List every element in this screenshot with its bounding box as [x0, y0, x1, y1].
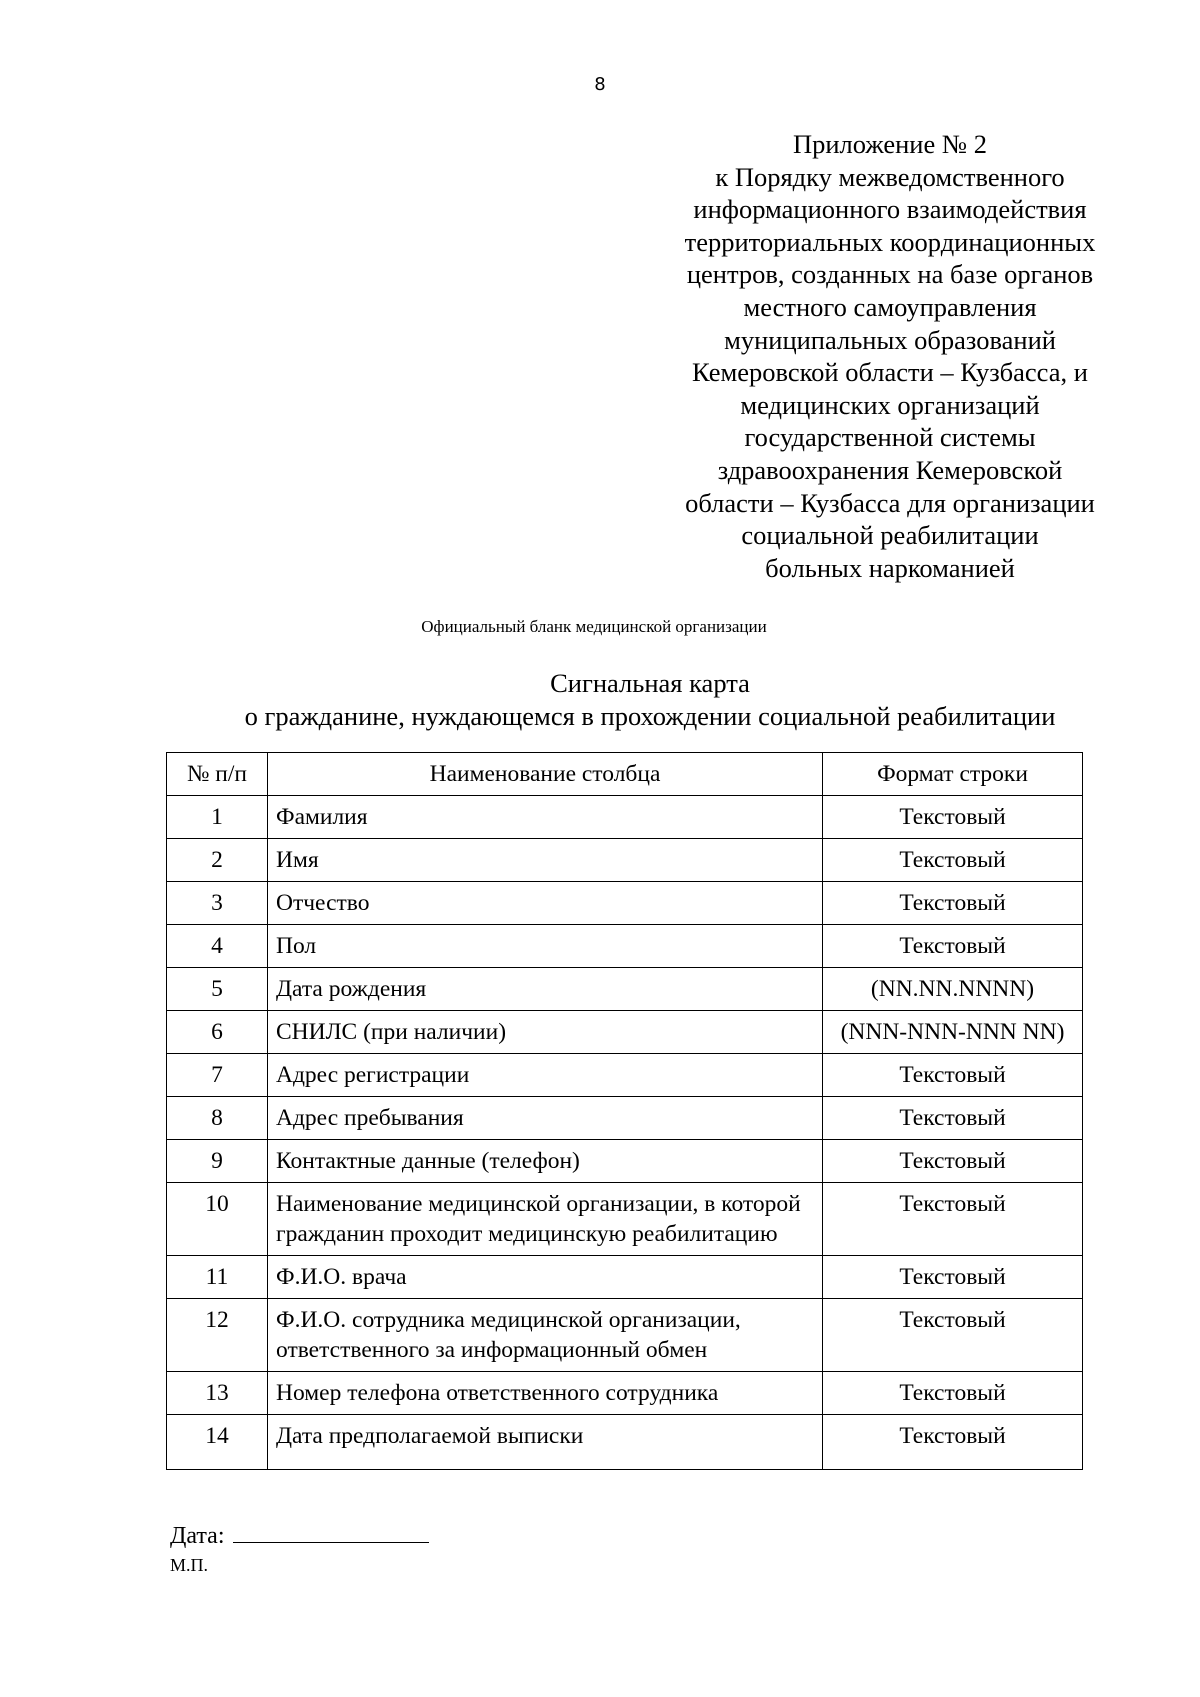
table-header-row: [167, 753, 1083, 796]
row-name: Дата предполагаемой выписки: [268, 1415, 823, 1470]
row-format: Текстовый: [823, 1140, 1083, 1183]
row-number: 6: [167, 1011, 268, 1054]
annex-line: информационного взаимодействия: [693, 194, 1087, 225]
row-number: 12: [167, 1299, 268, 1372]
row-name: Фамилия: [268, 796, 823, 839]
table-row: [167, 968, 1083, 1011]
row-format: (NN.NN.NNNN): [823, 968, 1083, 1011]
annex-line: здравоохранения Кемеровской: [717, 454, 1063, 485]
row-format: Текстовый: [823, 839, 1083, 882]
row-name: Контактные данные (телефон): [268, 1140, 823, 1183]
row-format: Текстовый: [823, 1183, 1083, 1256]
row-format: Текстовый: [823, 1256, 1083, 1299]
header-number: № п/п: [167, 753, 268, 796]
row-number: 4: [167, 925, 268, 968]
annex-line: области – Кузбасса для организации: [685, 487, 1095, 518]
table-row: [167, 796, 1083, 839]
annex-line: больных наркоманией: [765, 552, 1015, 583]
row-name: Номер телефона ответственного сотрудника: [268, 1372, 823, 1415]
table-row: [167, 1183, 1083, 1256]
signal-card-table: [166, 752, 1083, 1470]
row-number: 2: [167, 839, 268, 882]
row-format: Текстовый: [823, 796, 1083, 839]
row-number: 1: [167, 796, 268, 839]
table-row: [167, 1299, 1083, 1372]
table-row: [167, 1372, 1083, 1415]
annex-line: местного самоуправления: [743, 291, 1037, 322]
stamp-place: М.П.: [170, 1555, 209, 1575]
row-name: Дата рождения: [268, 968, 823, 1011]
annex-line: центров, созданных на базе органов: [686, 259, 1094, 290]
row-number: 7: [167, 1054, 268, 1097]
annex-line: Приложение № 2: [792, 129, 987, 159]
annex-line: социальной реабилитации: [741, 520, 1039, 551]
table-row: [167, 1011, 1083, 1054]
row-name: Адрес регистрации: [268, 1054, 823, 1097]
table-row: [167, 1256, 1083, 1299]
annex-line: территориальных координационных: [684, 226, 1096, 257]
official-blank-label: [0, 617, 1200, 637]
row-number: 10: [167, 1183, 268, 1256]
annex-header: [640, 128, 1140, 584]
row-format: Текстовый: [823, 1054, 1083, 1097]
title-line-1: Сигнальная карта: [550, 668, 750, 698]
official-blank-text: Официальный бланк медицинской организации: [421, 617, 767, 636]
row-number: 9: [167, 1140, 268, 1183]
annex-line: медицинских организаций: [740, 389, 1040, 420]
date-label: Дата:: [170, 1523, 225, 1549]
row-number: 11: [167, 1256, 268, 1299]
annex-line: к Порядку межведомственного: [715, 161, 1065, 192]
date-field: [170, 1522, 429, 1550]
header-format: Формат строки: [823, 753, 1083, 796]
row-number: 14: [167, 1415, 268, 1470]
table-row: [167, 1415, 1083, 1470]
annex-line: государственной системы: [744, 422, 1036, 453]
title-line-2: о гражданине, нуждающемся в прохождении социальной реабилитации: [244, 701, 1056, 731]
row-format: Текстовый: [823, 882, 1083, 925]
header-column-name: Наименование столбца: [268, 753, 823, 796]
row-format: (NNN-NNN-NNN NN): [823, 1011, 1083, 1054]
row-number: 3: [167, 882, 268, 925]
row-format: Текстовый: [823, 1372, 1083, 1415]
row-format: Текстовый: [823, 925, 1083, 968]
table-row: [167, 882, 1083, 925]
page-number: 8: [594, 74, 606, 95]
row-name: Адрес пребывания: [268, 1097, 823, 1140]
annex-line: муниципальных образований: [724, 324, 1056, 355]
table-row: [167, 1054, 1083, 1097]
row-format: Текстовый: [823, 1415, 1083, 1470]
row-format: Текстовый: [823, 1097, 1083, 1140]
row-name: СНИЛС (при наличии): [268, 1011, 823, 1054]
document-title: [200, 667, 1100, 733]
row-name: Пол: [268, 925, 823, 968]
table-row: [167, 925, 1083, 968]
row-name: Отчество: [268, 882, 823, 925]
row-number: 5: [167, 968, 268, 1011]
row-name: Имя: [268, 839, 823, 882]
row-name: Ф.И.О. сотрудника медицинской организации, ответственного за информационный обмен: [268, 1299, 823, 1372]
date-blank-line: [233, 1522, 429, 1543]
table-row: [167, 1140, 1083, 1183]
row-number: 13: [167, 1372, 268, 1415]
table-row: [167, 1097, 1083, 1140]
row-name: Наименование медицинской организации, в которой гражданин проходит медицинскую реабилитацию: [268, 1183, 823, 1256]
table-row: [167, 839, 1083, 882]
row-name: Ф.И.О. врача: [268, 1256, 823, 1299]
annex-line: Кемеровской области – Кузбасса, и: [692, 357, 1088, 388]
row-format: Текстовый: [823, 1299, 1083, 1372]
row-number: 8: [167, 1097, 268, 1140]
